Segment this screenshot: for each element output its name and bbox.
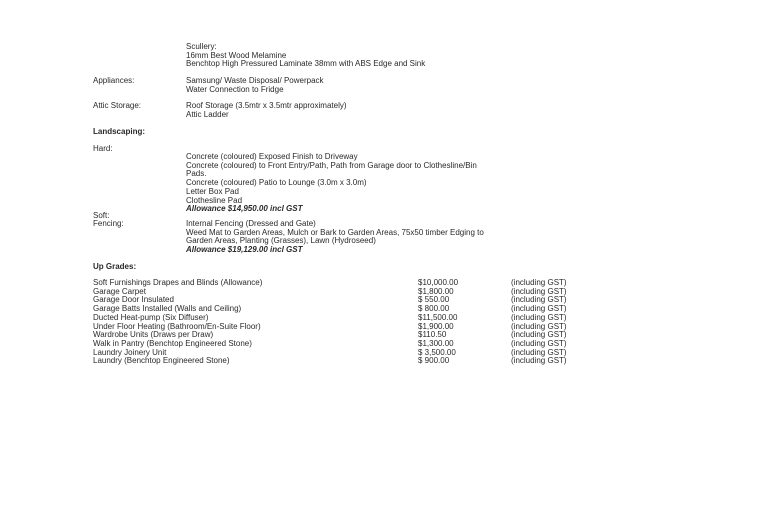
upgrade-price: $10,000.00 [418, 278, 459, 287]
upgrade-price: $110.50 [418, 330, 447, 340]
scullery-line: 16mm Best Wood Melamine [186, 50, 287, 60]
hard-line: Concrete (coloured) Exposed Finish to Driveway [186, 152, 358, 161]
upgrade-item: Wardrobe Units (Draws per Draw) [93, 330, 214, 340]
upgrade-price: $ 900.00 [418, 356, 450, 366]
upgrade-item: Garage Carpet [93, 286, 146, 296]
upgrade-note: (including GST) [511, 356, 567, 366]
upgrade-note: (including GST) [511, 330, 567, 340]
upgrade-item: Ducted Heat-pump (Six Diffuser) [93, 312, 209, 322]
upgrade-item: Garage Batts Installed (Walls and Ceiling) [93, 304, 242, 314]
appliances-line: Water Connection to Fridge [186, 84, 284, 94]
upgrade-note: (including GST) [511, 347, 567, 357]
fencing-line: Weed Mat to Garden Areas, Mulch or Bark to Garden Areas, 75x50 timber Edging to [186, 227, 484, 237]
upgrade-note: (including GST) [511, 338, 567, 348]
upgrade-item: Under Floor Heating (Bathroom/En-Suite Floor) [93, 321, 261, 331]
soft-label: Soft: [93, 211, 110, 220]
upgrade-item: Walk in Pantry (Benchtop Engineered Stone) [93, 338, 252, 348]
upgrade-note: (including GST) [511, 321, 567, 331]
fencing-details [186, 220, 676, 255]
hard-allowance: Allowance $14,950.00 incl GST [186, 204, 303, 214]
hard-line: Pads. [186, 169, 207, 179]
fencing-allowance: Allowance $19,129.00 incl GST [186, 245, 303, 255]
attic-storage-details [186, 102, 676, 119]
upgrade-price: $11,500.00 [418, 312, 458, 322]
table-row [93, 357, 611, 366]
fencing-line: Internal Fencing (Dressed and Gate) [186, 219, 316, 228]
upgrade-item: Laundry Joinery Unit [93, 347, 167, 357]
upgrades-table [93, 279, 611, 366]
attic-line: Roof Storage (3.5mtr x 3.5mtr approximately) [186, 101, 347, 110]
hard-line: Clothesline Pad [186, 195, 243, 205]
scullery-line: Benchtop High Pressured Laminate 38mm with ABS Edge and Sink [186, 59, 426, 69]
upgrade-item: Laundry (Benchtop Engineered Stone) [93, 356, 230, 366]
upgrade-item: Soft Furnishings Drapes and Blinds (Allowance) [93, 278, 263, 287]
upgrade-price: $ 3,500.00 [418, 347, 456, 357]
upgrade-note: (including GST) [511, 286, 567, 296]
upgrade-price: $1,300.00 [418, 338, 454, 348]
hard-label: Hard: [93, 144, 113, 153]
hard-details-list [186, 153, 676, 214]
upgrade-note: (including GST) [511, 295, 567, 305]
attic-storage-label: Attic Storage: [93, 101, 142, 110]
upgrade-item: Garage Door Insulated [93, 295, 174, 305]
scullery-details [186, 43, 676, 69]
hard-line: Letter Box Pad [186, 186, 239, 196]
upgrade-price: $1,900.00 [418, 321, 454, 331]
upgrade-note: (including GST) [511, 312, 567, 322]
attic-line: Attic Ladder [186, 109, 229, 119]
upgrades-heading: Up Grades: [93, 262, 137, 271]
upgrade-price: $ 800.00 [418, 304, 450, 314]
hard-line: Concrete (coloured) Patio to Lounge (3.0m x 3.0m) [186, 178, 367, 188]
scullery-heading: Scullery: [186, 42, 217, 51]
appliances-label: Appliances: [93, 76, 135, 85]
fencing-label: Fencing: [93, 219, 124, 228]
upgrade-note: (including GST) [511, 304, 567, 314]
upgrade-note: (including GST) [511, 278, 567, 287]
hard-line: Concrete (coloured) to Front Entry/Path, Path from Garage door to Clothesline/Bin [186, 160, 477, 170]
appliances-details [186, 77, 676, 94]
appliances-line: Samsung/ Waste Disposal/ Powerpack [186, 76, 324, 85]
upgrade-price: $1,800.00 [418, 286, 454, 296]
fencing-line: Garden Areas, Planting (Grasses), Lawn (Hydroseed) [186, 236, 376, 246]
upgrade-price: $ 550.00 [418, 295, 450, 305]
landscaping-heading: Landscaping: [93, 127, 146, 136]
